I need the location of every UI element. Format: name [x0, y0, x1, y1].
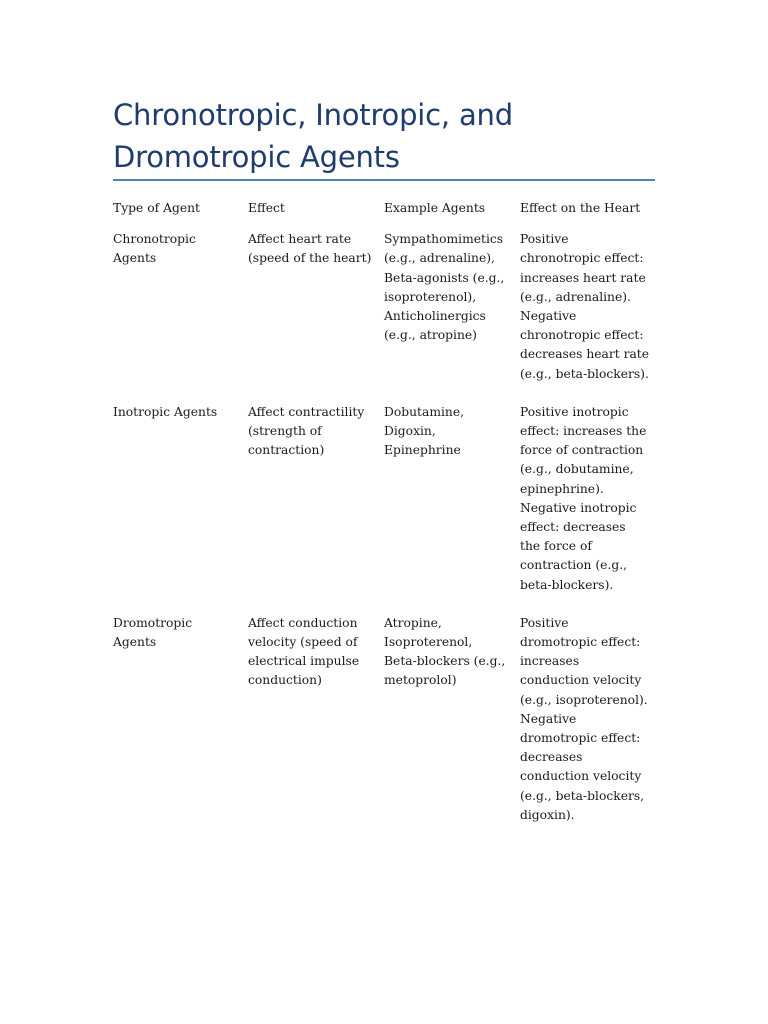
cell-effect: Affect conduction velocity (speed of electrical impulse conduction) [248, 615, 360, 688]
cell-agent-type: Chronotropic Agents [113, 232, 196, 266]
page-title: Chronotropic, Inotropic, and Dromotropic Agents [113, 98, 513, 174]
cell-effect: Affect heart rate (speed of the heart) [248, 232, 372, 266]
table-row-dromotropic [107, 614, 655, 844]
cell-effect-on-heart: Positive dromotropic effect: increases conduction velocity (e.g., isoproterenol). Negative dromotropic effect: decreases conduction velocity (e.g., beta-blockers, digoxin). [520, 615, 648, 822]
cell-example-agents: Sympathomimetics (e.g., adrenaline), Beta-agonists (e.g., isoproterenol), Anticholinergics (e.g., atropine) [384, 232, 505, 343]
header-type-of-agent: Type of Agent [113, 201, 200, 215]
cell-effect-on-heart: Positive inotropic effect: increases the force of contraction (e.g., dobutamine, epinephrine). Negative inotropic effect: decreases the force of contraction (e.g., beta-blockers). [520, 404, 647, 592]
header-example-agents: Example Agents [384, 201, 486, 215]
cell-example-agents: Dobutamine, Digoxin, Epinephrine [384, 404, 465, 458]
table-row-chronotropic [107, 230, 655, 403]
title-underline [113, 179, 655, 181]
cell-effect: Affect contractility (strength of contraction) [248, 404, 365, 458]
table-header-row [107, 199, 655, 230]
cell-agent-type: Dromotropic Agents [113, 615, 193, 650]
cell-example-agents: Atropine, Isoproterenol, Beta-blockers (e.g., metoprolol) [384, 615, 506, 688]
table-row-inotropic [107, 403, 655, 614]
header-effect-on-heart: Effect on the Heart [520, 201, 641, 215]
cell-agent-type: Inotropic Agents [113, 404, 218, 419]
cell-effect-on-heart: Positive chronotropic effect: increases heart rate (e.g., adrenaline). Negative chronotropic effect: decreases heart rate (e.g., beta-blockers). [520, 232, 650, 381]
header-effect: Effect [248, 201, 285, 215]
agents-table [107, 199, 655, 844]
